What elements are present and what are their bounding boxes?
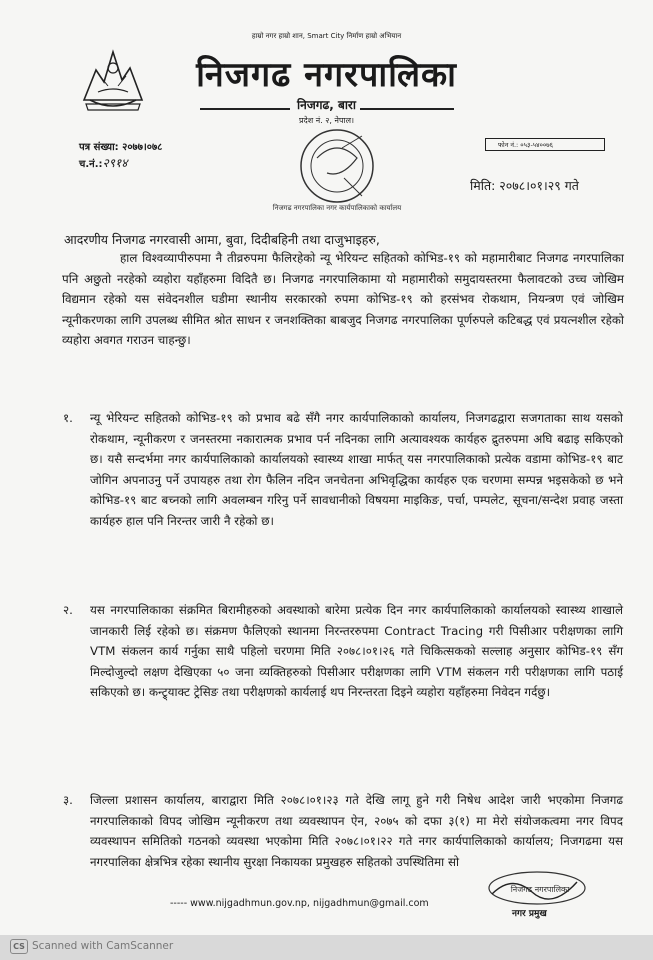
item-text: जिल्ला प्रशासन कार्यालय, बाराद्वारा मिति २०७८।०१।२३ गते देखि लागू हुने गरी निषेध आदेश जारी भएकोमा निजगढ नगरपालिकाको विपद जोखिम न्यूनीकरण तथा व्यवस्थापन ऐन, २०७५ को दफा ३(१) मा मेरो संयोजकत्वमा नगर विपद व्यवस्थापन समितिको गठनको व्यवस्था भएकोमा मिति २०७८।०१।२२ गते नगर कार्यपालिकाको कार्यालय; निजगढमा यस नगरपालिका क्षेत्रभित्र रहेका स्थानीय सुरक्षा निकायका प्रमुखहरु सहितको उपस्थितिमा सो bbox=[90, 793, 623, 869]
page-title: निजगढ नगरपालिका bbox=[196, 55, 457, 95]
list-item bbox=[63, 790, 623, 872]
dispatch-number bbox=[79, 154, 127, 171]
list-item bbox=[63, 600, 623, 703]
greeting: आदरणीय निजगढ नगरवासी आमा, बुवा, दिदीबहिनी तथा दाजुभाइहरु, bbox=[64, 232, 380, 247]
item-number: १. bbox=[63, 411, 73, 425]
footer-contact: ----- www.nijgadhmun.gov.np, nijgadhmun@gmail.com bbox=[170, 898, 429, 909]
slogan: हाम्रो नगर हाम्रो शान, Smart City निर्माण हाम्रो अभियान bbox=[251, 32, 402, 40]
office-stamp-icon bbox=[272, 118, 402, 218]
scanner-watermark bbox=[10, 939, 173, 954]
item-text: यस नगरपालिकाका संक्रमित बिरामीहरुको अवस्थाको बारेमा प्रत्येक दिन नगर कार्यपालिकाको कार्यालयको स्वास्थ्य शाखाले जानकारी लिई रहेको छ। संक्रमण फैलिएको स्थानमा निरन्तररुपमा Contract Tracing गरी पिसीआर परीक्षणका लागि VTM संकलन कार्य गर्नुका साथै पहिलो चरणमा मिति २०७८।०१।२६ गते चिकित्सकको सल्लाह अनुसार कोभिड-१९ सँग मिल्दोजुल्दो लक्षण देखिएका ५० जना व्यक्तिहरुको पिसीआर परीक्षणका लागि VTM संकलन गरी परीक्षणका लागि पठाई सकिएको छ। कन्ट्र्याक्ट ट्रेसिङ तथा परीक्षणको कार्यलाई थप निरन्तरता दिइने व्यहोरा यहाँहरुमा निवेदन गर्दछु। bbox=[90, 603, 623, 700]
item-text: न्यू भेरियन्ट सहितको कोभिड-१९ को प्रभाव बढे सँगै नगर कार्यपालिकाको कार्यालय, निजगढद्वारा सजगताका साथ यसको रोकथाम, न्यूनीकरण र जनस्तरमा नकारात्मक प्रभाव पर्न नदिनका लागि अत्यावश्यक कार्यहरु द्रुतरुपमा अघि बढाइ सकिएको छ। यसै सन्दर्भमा नगर कार्यपालिकाको कार्यालयको स्वास्थ्य शाखा मार्फत् यस नगरपालिकाको प्रत्येक वडामा कोभिड-१९ बाट जोगिन अपनाउनु पर्ने उपायहरु तथा रोग फैलिन नदिन जनचेतना अभिवृद्धिका कार्यहरु एक चरणमा सम्पन्न भइसकेको छ भने कोभिड-१९ बाट बच्नको लागि अवलम्बन गरिनु पर्ने सावधानीको विषयमा माइकिङ, पर्चा, पम्पलेट, सूचना/सन्देश प्रवाह जस्ता कार्यहरु हाल पनि निरन्तर जारी नै रहेको छ। bbox=[90, 411, 623, 528]
scanner-text: Scanned with CamScanner bbox=[32, 940, 174, 952]
item-number: ३. bbox=[63, 793, 73, 807]
item-number: २. bbox=[63, 603, 73, 617]
camscanner-icon: CS bbox=[10, 939, 28, 954]
stamp-text: निजगढ नगरपालिका नगर कार्यपालिकाको कार्यालय bbox=[272, 204, 402, 212]
phone-box: फोन नं.: ०५३-५४००७६ bbox=[485, 138, 605, 151]
office-address: निजगढ, बारा bbox=[297, 98, 356, 112]
list-item bbox=[63, 408, 623, 532]
reference-number: पत्र संख्या: २०७७।०७८ bbox=[79, 142, 163, 153]
dispatch-label: च.नं.: bbox=[79, 159, 103, 170]
letter-date: मिति: २०७८।०१।२९ गते bbox=[470, 178, 579, 193]
intro-paragraph: हाल विश्वव्यापीरुपमा नै तीव्ररुपमा फैलिरहेको न्यू भेरियन्ट सहितको कोभिड-१९ को महामारीबाट निजगढ नगरपालिका पनि अछुतो नरहेको व्यहोरा यहाँहरुमा विदितै छ। निजगढ नगरपालिकामा यो महामारीको समुदायस्तरमा फैलावटको उच्च जोखिम विद्यमान रहेको यस संवेदनशील घडीमा स्थानीय सरकारको रुपमा कोभिड-१९ को हरसंभव रोकथाम, नियन्त्रण एवं जोखिम न्यूनीकरणका लागि उपलब्ध सीमित श्रोत साधन र जनशक्तिका बाबजुद निजगढ नगरपालिका पूर्णरुपले कटिबद्ध एवं प्रयत्नशील रहेको व्यहोरा अवगत गराउन चाहन्छु। bbox=[62, 251, 624, 348]
dispatch-handwritten: २९१४ bbox=[102, 156, 128, 170]
signature-stamp-text: निजगढ नगरपालिका bbox=[510, 885, 570, 894]
province-line: प्रदेश नं. २, नेपाल। bbox=[298, 116, 355, 125]
signature-label: नगर प्रमुख bbox=[512, 909, 547, 919]
